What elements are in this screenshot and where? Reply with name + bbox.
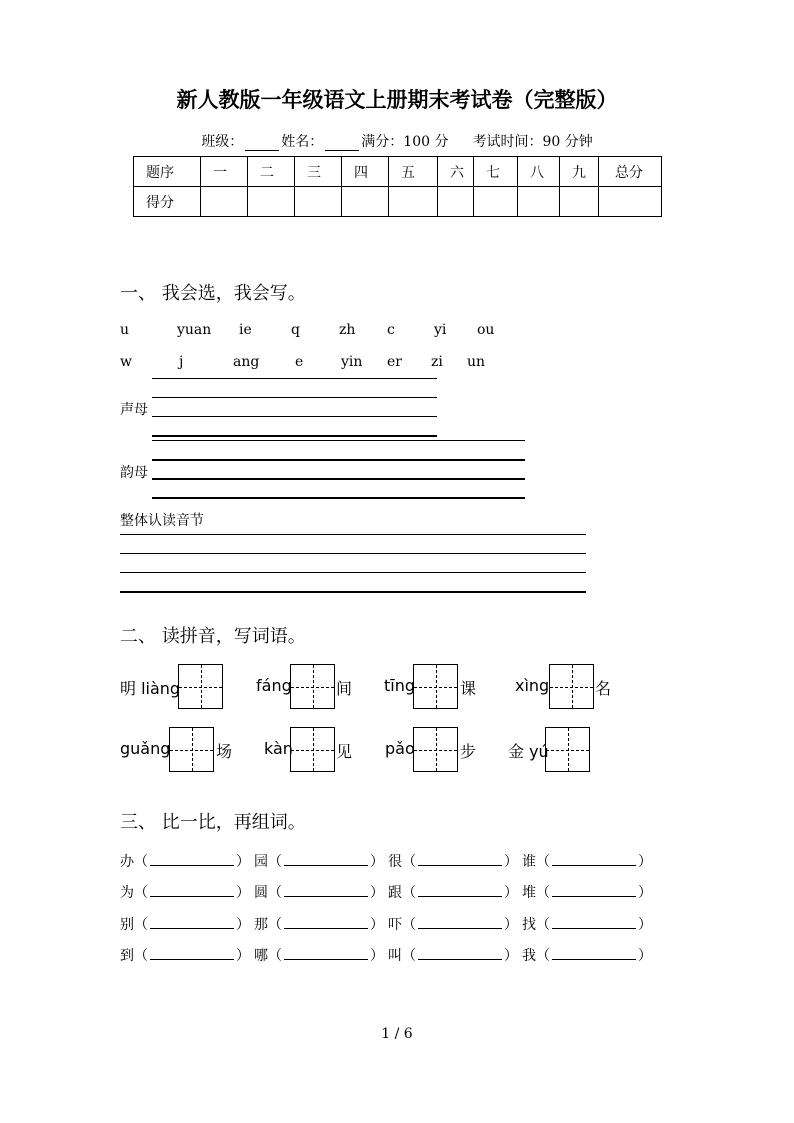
compare-row: 办（ ） 园（ ） 很（ ） 谁（ ）: [120, 854, 652, 870]
pinyin-prompt: fáng: [256, 676, 292, 695]
pinyin-item: q: [291, 322, 300, 338]
yunmu-label: 韵母: [120, 465, 148, 481]
compare-char: 那: [254, 917, 268, 933]
pinyin-item: ie: [239, 322, 252, 338]
score-table-score-row: [134, 187, 662, 217]
answer-blank[interactable]: [552, 946, 636, 960]
class-label: 班级：: [201, 134, 244, 150]
compare-char: 圆: [254, 885, 268, 901]
answer-blank[interactable]: [552, 883, 636, 897]
tianzige-box[interactable]: [413, 664, 458, 709]
writing-line[interactable]: [152, 416, 437, 417]
compare-char: 为: [120, 885, 134, 901]
compare-char: 找: [522, 917, 536, 933]
compare-row: 为（ ） 圆（ ） 跟（ ） 堆（ ）: [120, 885, 652, 901]
compare-char: 很: [388, 854, 402, 870]
pinyin-item: c: [387, 322, 395, 338]
zhengti-label: 整体认读音节: [120, 513, 204, 529]
score-input-cell[interactable]: [248, 187, 295, 217]
table-cell: 得分: [134, 187, 201, 217]
pinyin-item: u: [120, 322, 130, 338]
pinyin-item: w: [120, 354, 132, 370]
writing-line[interactable]: [152, 478, 525, 480]
score-input-cell[interactable]: [518, 187, 560, 217]
pinyin-prompt: tīng: [384, 676, 416, 695]
table-cell: 二: [248, 157, 295, 187]
pinyin-item: yuan: [177, 322, 212, 338]
table-cell: 总分: [599, 157, 662, 187]
compare-char: 我: [522, 948, 536, 964]
answer-blank[interactable]: [284, 946, 368, 960]
pinyin-item: un: [467, 354, 486, 370]
answer-blank[interactable]: [418, 852, 502, 866]
pinyin-item: yin: [341, 354, 363, 370]
answer-blank[interactable]: [418, 946, 502, 960]
compare-char: 哪: [254, 948, 268, 964]
section-3-heading: 三、 比一比，再组词。: [120, 812, 306, 833]
answer-blank[interactable]: [552, 852, 636, 866]
score-input-cell[interactable]: [438, 187, 474, 217]
compare-char: 别: [120, 917, 134, 933]
name-blank[interactable]: [325, 136, 359, 151]
answer-blank[interactable]: [284, 915, 368, 929]
tianzige-box[interactable]: [545, 727, 590, 772]
word-suffix: 见: [336, 742, 353, 761]
writing-line[interactable]: [152, 440, 525, 441]
answer-blank[interactable]: [418, 883, 502, 897]
pinyin-prompt: xìng: [515, 676, 550, 695]
score-input-cell[interactable]: [342, 187, 389, 217]
writing-line[interactable]: [120, 553, 586, 554]
table-cell: 九: [560, 157, 599, 187]
table-cell: 题序: [134, 157, 201, 187]
compare-row: 别（ ） 那（ ） 吓（ ） 找（ ）: [120, 917, 652, 933]
word-suffix: 场: [216, 742, 233, 761]
score-input-cell[interactable]: [389, 187, 438, 217]
table-cell: 八: [518, 157, 560, 187]
full-score: 满分：100 分: [361, 134, 449, 150]
answer-blank[interactable]: [150, 915, 234, 929]
tianzige-box[interactable]: [178, 664, 223, 709]
pinyin-prompt: guǎng: [120, 739, 171, 758]
writing-line[interactable]: [120, 591, 586, 593]
pinyin-item: e: [295, 354, 304, 370]
answer-blank[interactable]: [418, 915, 502, 929]
writing-line[interactable]: [120, 534, 586, 535]
compare-char: 堆: [522, 885, 536, 901]
answer-blank[interactable]: [284, 883, 368, 897]
pinyin-item: zh: [339, 322, 356, 338]
compare-char: 到: [120, 948, 134, 964]
word-suffix: 间: [336, 679, 353, 698]
exam-info: [0, 131, 794, 151]
word-suffix: 名: [595, 679, 612, 698]
pinyin-item: ang: [233, 354, 260, 370]
compare-char: 跟: [388, 885, 402, 901]
name-label: 姓名：: [281, 134, 324, 150]
compare-char: 园: [254, 854, 268, 870]
table-cell: 三: [295, 157, 342, 187]
table-cell: 一: [201, 157, 248, 187]
tianzige-box[interactable]: [549, 664, 594, 709]
table-cell: 五: [389, 157, 438, 187]
score-table-header-row: [134, 157, 662, 187]
page-title: 新人教版一年级语文上册期末考试卷（完整版）: [176, 87, 618, 112]
writing-line[interactable]: [152, 497, 525, 499]
word-suffix: 课: [460, 679, 477, 698]
writing-line[interactable]: [152, 378, 437, 379]
table-cell: 四: [342, 157, 389, 187]
pinyin-item: zi: [431, 354, 443, 370]
pinyin-item: j: [179, 354, 184, 370]
pinyin-prompt: pǎo: [385, 739, 415, 758]
answer-blank[interactable]: [150, 852, 234, 866]
pinyin-item: yi: [434, 322, 447, 338]
writing-line[interactable]: [120, 572, 586, 573]
pinyin-prompt: 明 liàng: [120, 679, 181, 698]
tianzige-box[interactable]: [413, 727, 458, 772]
writing-line[interactable]: [152, 397, 437, 398]
answer-blank[interactable]: [150, 883, 234, 897]
score-input-cell[interactable]: [474, 187, 518, 217]
score-input-cell[interactable]: [560, 187, 599, 217]
tianzige-box[interactable]: [169, 727, 214, 772]
word-suffix: 步: [460, 742, 477, 761]
section-1-heading: 一、 我会选，我会写。: [120, 283, 306, 304]
table-cell: 七: [474, 157, 518, 187]
compare-char: 吓: [388, 917, 402, 933]
pinyin-prompt: kàn: [264, 739, 293, 758]
compare-char: 办: [120, 854, 134, 870]
answer-blank[interactable]: [284, 852, 368, 866]
section-2-heading: 二、 读拼音，写词语。: [120, 626, 306, 647]
page-number: 1 / 6: [381, 1026, 413, 1042]
compare-char: 叫: [388, 948, 402, 964]
writing-line[interactable]: [152, 435, 437, 437]
tianzige-box[interactable]: [290, 664, 335, 709]
score-input-cell[interactable]: [295, 187, 342, 217]
answer-blank[interactable]: [552, 915, 636, 929]
answer-blank[interactable]: [150, 946, 234, 960]
compare-row: 到（ ） 哪（ ） 叫（ ） 我（ ）: [120, 948, 652, 964]
class-blank[interactable]: [245, 136, 279, 151]
pinyin-item: ou: [477, 322, 495, 338]
tianzige-box[interactable]: [290, 727, 335, 772]
shengmu-label: 声母: [120, 402, 148, 418]
writing-line[interactable]: [152, 459, 525, 461]
table-cell: 六: [438, 157, 474, 187]
pinyin-prompt: 金 yú: [508, 742, 549, 761]
score-input-cell[interactable]: [599, 187, 662, 217]
score-input-cell[interactable]: [201, 187, 248, 217]
exam-time: 考试时间：90 分钟: [472, 134, 593, 150]
compare-char: 谁: [522, 854, 536, 870]
score-table: [133, 156, 662, 217]
pinyin-item: er: [387, 354, 402, 370]
